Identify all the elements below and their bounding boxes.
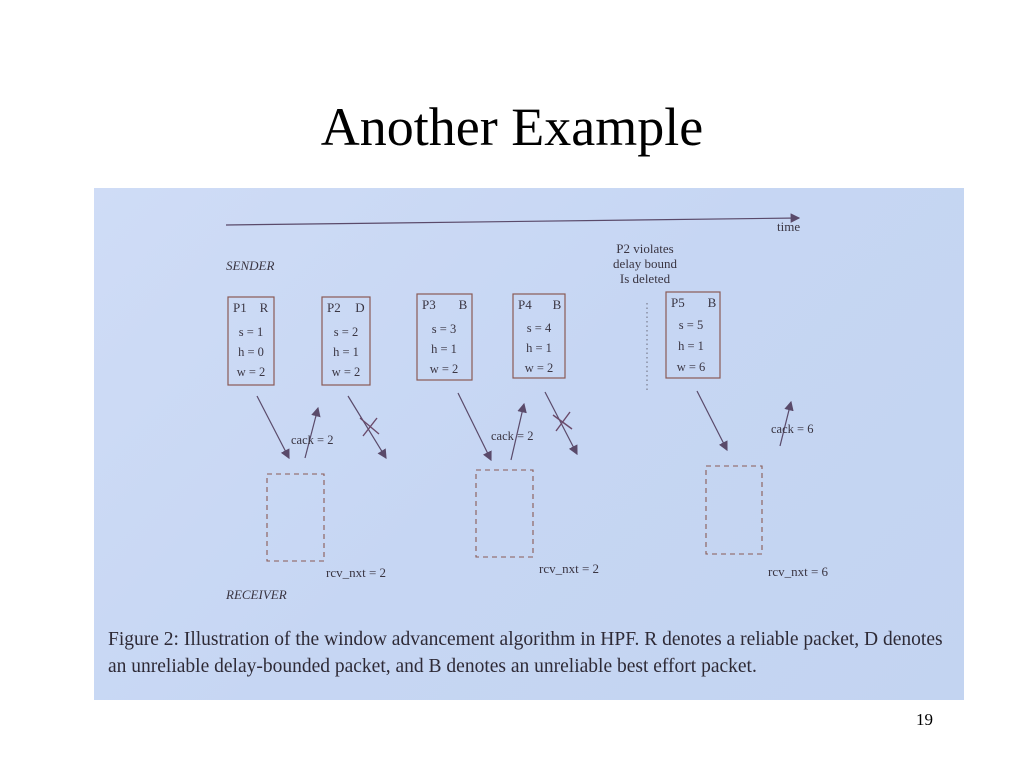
packet-w: w = 2 (236, 365, 266, 379)
receiver-window-2 (476, 470, 533, 557)
data-arrow-p1 (257, 396, 289, 458)
window-advancement-diagram (94, 188, 964, 700)
packet-type: B (458, 297, 468, 312)
packet-box-p1 (228, 297, 274, 385)
packet-h: h = 1 (678, 339, 704, 353)
sender-label: SENDER (226, 258, 275, 273)
receiver-window-1 (267, 474, 324, 561)
violation-note-line-2: delay bound (613, 256, 677, 271)
figure-caption: Figure 2: Illustration of the window advancement algorithm in HPF. R denotes a reliable packet, D denotes an unreliable delay-bounded packet, and B denotes an unreliable best effort packet. (108, 629, 943, 677)
packet-box-p3 (417, 294, 472, 380)
receiver-label: RECEIVER (226, 587, 287, 602)
packet-s: s = 5 (678, 318, 704, 332)
hpf-window-figure (94, 188, 964, 700)
packet-name: P5 (671, 295, 685, 310)
packet-type: R (259, 300, 269, 315)
time-axis (226, 218, 799, 225)
cack-label-3: cack = 6 (771, 422, 814, 436)
packet-box-p2 (322, 297, 370, 385)
data-arrow-p3 (458, 393, 491, 460)
packet-w: w = 6 (676, 360, 706, 374)
violation-note-line-3: Is deleted (619, 271, 671, 286)
data-arrow-p4 (545, 392, 577, 454)
packet-type: D (355, 300, 365, 315)
cack-label-1: cack = 2 (291, 433, 334, 447)
time-label: time (777, 219, 801, 234)
packet-type: B (707, 295, 717, 310)
data-arrow-p5 (697, 391, 727, 450)
packet-h: h = 1 (333, 345, 359, 359)
page-number: 19 (916, 710, 933, 729)
packet-s: s = 1 (238, 325, 264, 339)
packet-name: P2 (327, 300, 341, 315)
packet-h: h = 1 (431, 342, 457, 356)
packet-h: h = 1 (526, 341, 552, 355)
receiver-window-3 (706, 466, 762, 554)
packet-box-p5 (666, 292, 720, 378)
packet-w: w = 2 (331, 365, 361, 379)
data-arrow-p2 (348, 396, 386, 458)
packet-h: h = 0 (238, 345, 264, 359)
packet-box-p4 (513, 294, 565, 378)
slide-title: Another Example (320, 97, 704, 157)
cack-label-2: cack = 2 (491, 429, 534, 443)
packet-s: s = 2 (333, 325, 359, 339)
packet-type: B (552, 297, 562, 312)
packet-name: P4 (518, 297, 532, 312)
violation-note-line-1: P2 violates (616, 241, 674, 256)
rcv-nxt-label-1: rcv_nxt = 2 (326, 565, 387, 580)
packet-s: s = 4 (526, 321, 552, 335)
rcv-nxt-label-2: rcv_nxt = 2 (539, 561, 600, 576)
packet-w: w = 2 (524, 361, 554, 375)
packet-s: s = 3 (431, 322, 457, 336)
packet-w: w = 2 (429, 362, 459, 376)
packet-name: P1 (233, 300, 247, 315)
lost-mark-p2 (360, 418, 379, 436)
rcv-nxt-label-3: rcv_nxt = 6 (768, 564, 829, 579)
packet-name: P3 (422, 297, 436, 312)
lost-mark-p4 (553, 412, 572, 431)
